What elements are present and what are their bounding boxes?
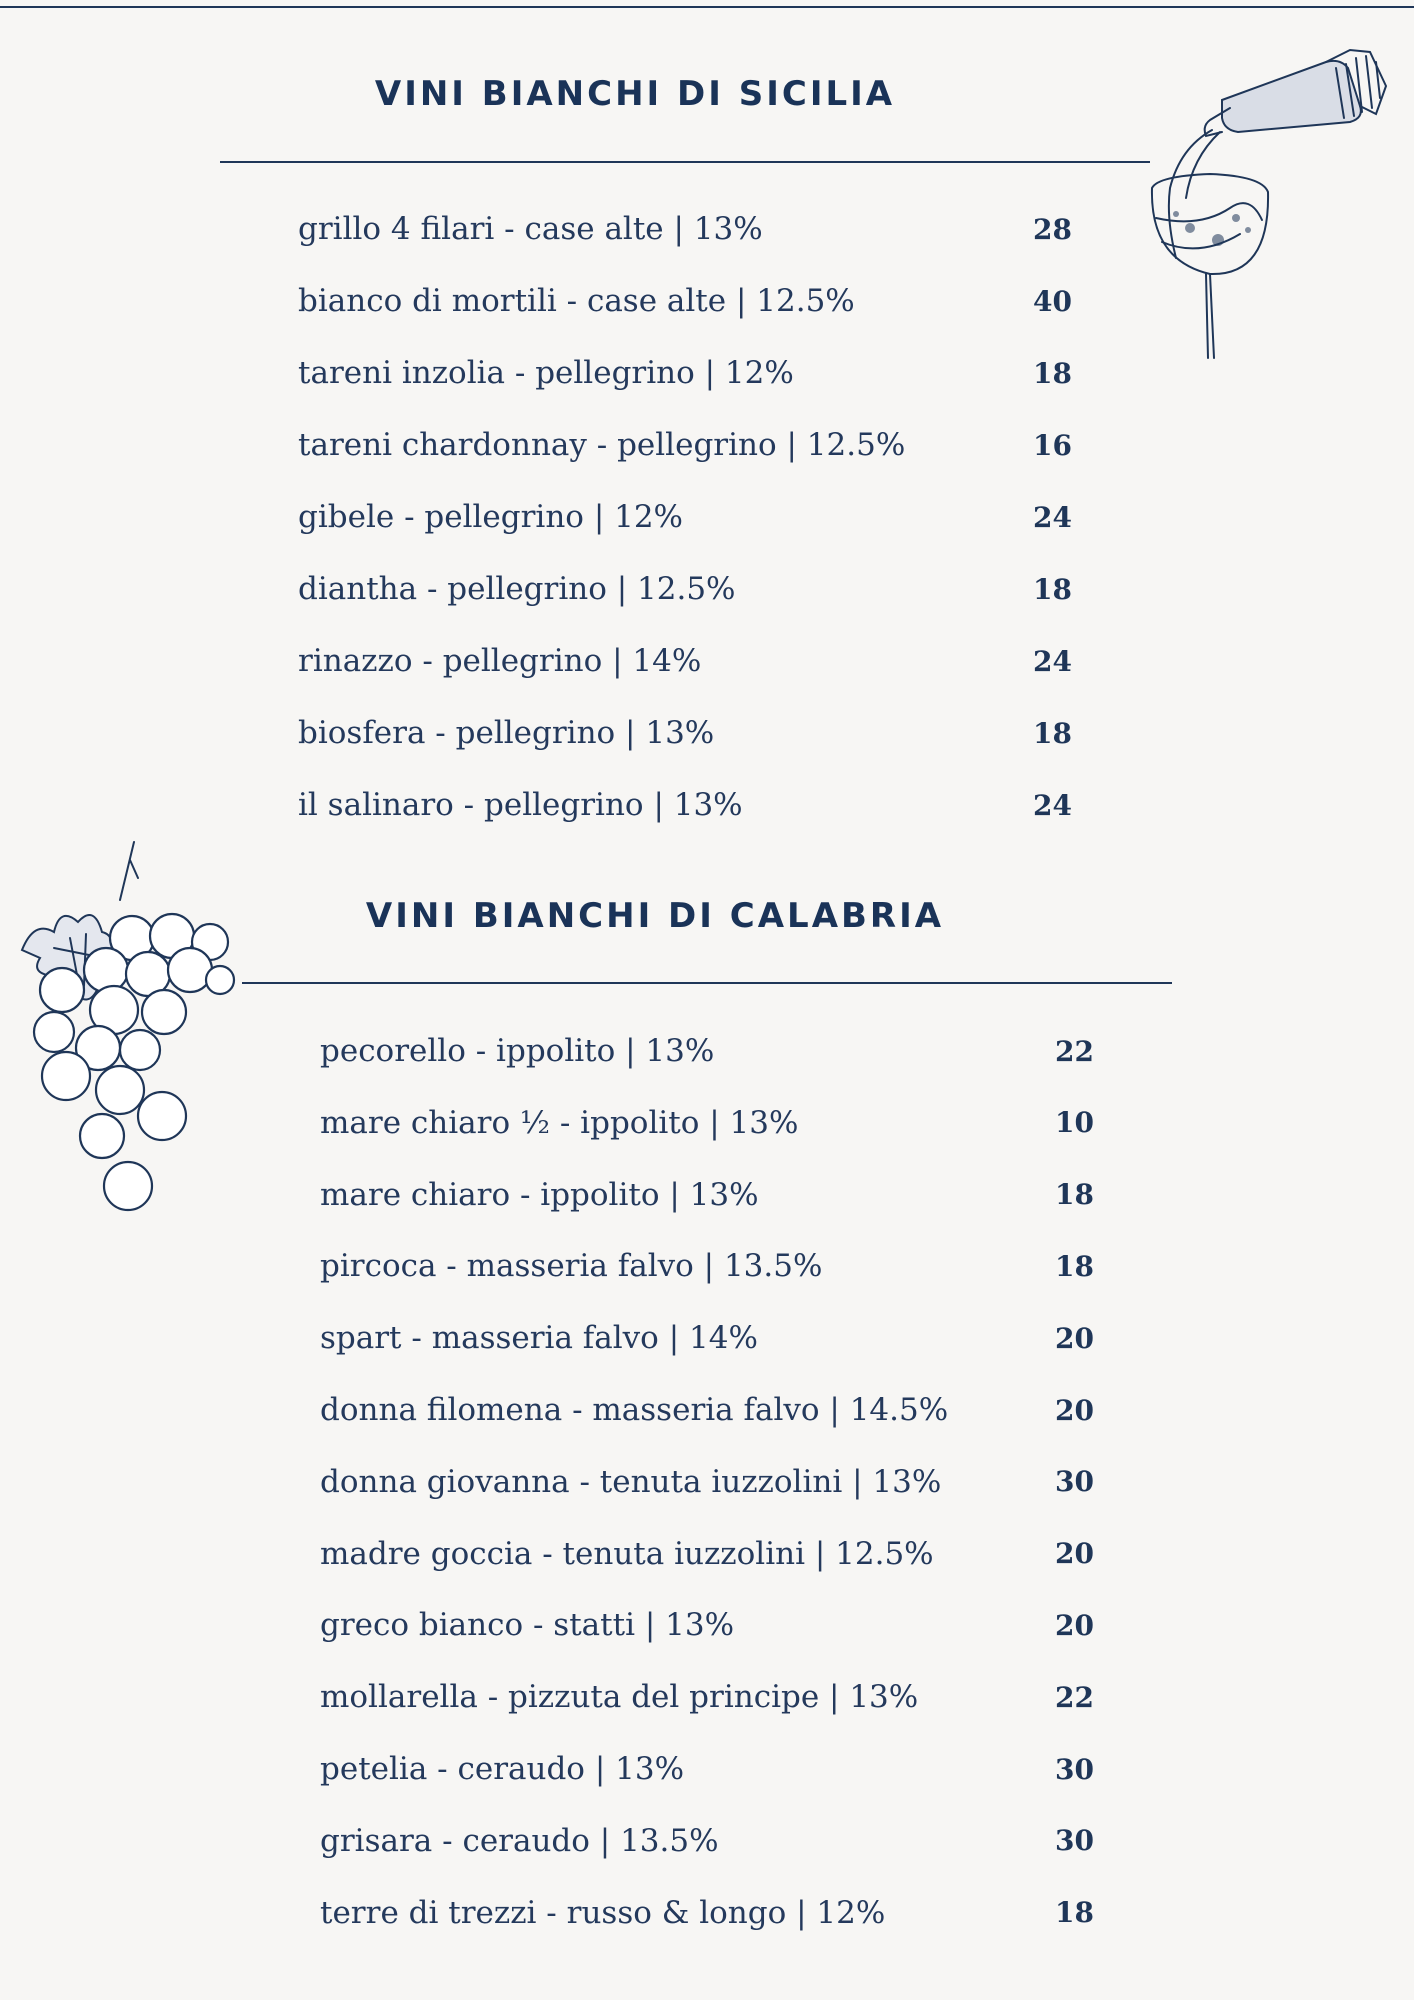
wine-price: 18: [1033, 716, 1072, 750]
wine-price: 16: [1033, 428, 1072, 462]
wine-price: 24: [1033, 788, 1072, 822]
wine-row: [320, 1672, 1094, 1722]
wine-price: 18: [1055, 1249, 1094, 1283]
wine-row: [298, 204, 1072, 254]
wine-list-calabria: [320, 1026, 1094, 1931]
wine-row: [320, 1170, 1094, 1220]
wine-name: biosfera - pellegrino | 13%: [298, 715, 715, 751]
wine-name: il salinaro - pellegrino | 13%: [298, 787, 743, 823]
section-divider-sicilia: [220, 161, 1150, 163]
wine-name: mare chiaro - ippolito | 13%: [320, 1176, 759, 1213]
wine-row: [298, 276, 1072, 326]
wine-price: 22: [1055, 1034, 1094, 1068]
wine-price: 18: [1055, 1896, 1094, 1930]
wine-price: 10: [1055, 1106, 1094, 1140]
wine-row: [320, 1529, 1094, 1579]
wine-price: 18: [1033, 572, 1072, 606]
wine-name: terre di trezzi - russo & longo | 12%: [320, 1894, 886, 1931]
wine-price: 20: [1055, 1608, 1094, 1642]
wine-price: 18: [1033, 356, 1072, 390]
wine-name: greco bianco - statti | 13%: [320, 1607, 735, 1644]
wine-row: [298, 420, 1072, 470]
wine-row: [320, 1241, 1094, 1291]
wine-price: 28: [1033, 212, 1072, 246]
wine-name: mare chiaro ½ - ippolito | 13%: [320, 1104, 799, 1141]
wine-list-sicilia: [298, 204, 1072, 823]
wine-pour-icon: [1140, 28, 1390, 368]
wine-name: rinazzo - pellegrino | 14%: [298, 643, 702, 679]
wine-name: pircoca - masseria falvo | 13.5%: [320, 1248, 823, 1285]
grapes-icon: [14, 840, 244, 1220]
wine-row: [320, 1385, 1094, 1435]
wine-price: 20: [1055, 1321, 1094, 1355]
wine-row: [298, 708, 1072, 758]
wine-name: mollarella - pizzuta del principe | 13%: [320, 1679, 919, 1716]
wine-name: spart - masseria falvo | 14%: [320, 1320, 758, 1357]
wine-row: [320, 1457, 1094, 1507]
wine-row: [298, 348, 1072, 398]
wine-price: 24: [1033, 500, 1072, 534]
wine-row: [298, 564, 1072, 614]
wine-price: 40: [1033, 284, 1072, 318]
wine-name: petelia - ceraudo | 13%: [320, 1751, 685, 1787]
wine-name: donna giovanna - tenuta iuzzolini | 13%: [320, 1463, 942, 1500]
top-border-line: [0, 6, 1414, 8]
wine-price: 24: [1033, 644, 1072, 678]
wine-row: [320, 1600, 1094, 1650]
wine-row: [298, 492, 1072, 542]
wine-name: grisara - ceraudo | 13.5%: [320, 1822, 719, 1859]
wine-price: 30: [1055, 1465, 1094, 1499]
wine-name: donna filomena - masseria falvo | 14.5%: [320, 1392, 949, 1428]
wine-price: 20: [1055, 1393, 1094, 1427]
wine-row: [320, 1744, 1094, 1794]
wine-row: [320, 1313, 1094, 1363]
wine-price: 30: [1055, 1752, 1094, 1786]
wine-name: bianco di mortili - case alte | 12.5%: [298, 283, 855, 319]
wine-row: [298, 780, 1072, 830]
section-divider-calabria: [242, 982, 1172, 984]
wine-name: madre goccia - tenuta iuzzolini | 12.5%: [320, 1535, 934, 1572]
wine-price: 30: [1055, 1824, 1094, 1858]
wine-price: 18: [1055, 1178, 1094, 1212]
wine-price: 20: [1055, 1537, 1094, 1571]
wine-row: [298, 636, 1072, 686]
wine-name: gibele - pellegrino | 12%: [298, 499, 684, 535]
wine-price: 22: [1055, 1680, 1094, 1714]
section-title-calabria: VINI BIANCHI DI CALABRIA: [365, 896, 945, 936]
wine-row: [320, 1026, 1094, 1076]
wine-name: grillo 4 filari - case alte | 13%: [298, 211, 763, 247]
wine-name: tareni inzolia - pellegrino | 12%: [298, 355, 794, 391]
wine-name: diantha - pellegrino | 12.5%: [298, 571, 736, 607]
wine-name: pecorello - ippolito | 13%: [320, 1033, 715, 1069]
wine-row: [320, 1098, 1094, 1148]
wine-name: tareni chardonnay - pellegrino | 12.5%: [298, 427, 906, 463]
wine-row: [320, 1888, 1094, 1938]
section-title-sicilia: VINI BIANCHI DI SICILIA: [374, 74, 896, 114]
wine-row: [320, 1816, 1094, 1866]
